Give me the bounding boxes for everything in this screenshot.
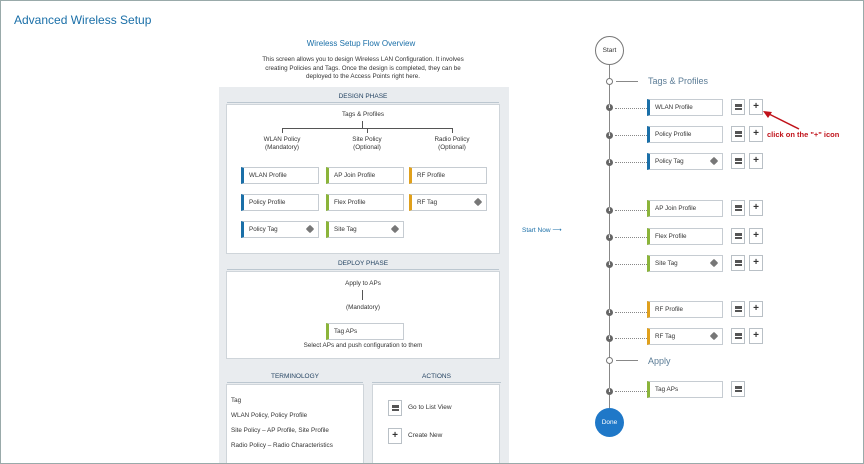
info-icon[interactable]: i xyxy=(606,234,613,241)
design-ap-join-profile: AP Join Profile xyxy=(326,167,404,184)
ap-join-profile-list-button[interactable] xyxy=(731,200,745,216)
annotation-text: click on the "+" icon xyxy=(767,130,840,139)
tag-icon xyxy=(474,198,482,206)
step-policy-profile[interactable]: Policy Profile xyxy=(647,126,723,143)
list-icon xyxy=(735,333,742,339)
policy-tag-list-button[interactable] xyxy=(731,153,745,169)
design-flex-profile: Flex Profile xyxy=(326,194,404,211)
plus-icon: + xyxy=(753,303,759,314)
design-phase-heading: DESIGN PHASE xyxy=(338,93,388,100)
plus-icon: + xyxy=(753,155,759,166)
column-radio-policy: Radio Policy (Optional) xyxy=(434,136,470,151)
flow-node xyxy=(606,78,613,85)
rf-profile-list-button[interactable] xyxy=(731,301,745,317)
terminology-item: Tag xyxy=(231,397,242,404)
terminology-item: WLAN Policy, Policy Profile xyxy=(231,412,308,419)
flow-done: Done xyxy=(595,408,624,437)
design-rf-tag: RF Tag xyxy=(409,194,487,211)
start-now-link[interactable]: Start Now ⟶ xyxy=(522,227,562,234)
info-icon[interactable]: i xyxy=(606,261,613,268)
step-site-tag[interactable]: Site Tag xyxy=(647,255,723,272)
site-tag-list-button[interactable] xyxy=(731,255,745,271)
terminology-item: Radio Policy – Radio Characteristics xyxy=(231,442,333,449)
list-icon xyxy=(735,306,742,312)
rf-tag-add-button[interactable] xyxy=(749,328,763,344)
step-flex-profile[interactable]: Flex Profile xyxy=(647,228,723,245)
terminology-item: Site Policy – AP Profile, Site Profile xyxy=(231,427,329,434)
list-icon xyxy=(735,260,742,266)
policy-tag-add-button[interactable] xyxy=(749,153,763,169)
rf-profile-add-button[interactable] xyxy=(749,301,763,317)
design-site-tag: Site Tag xyxy=(326,221,404,238)
plus-icon: + xyxy=(753,101,759,112)
info-icon[interactable]: i xyxy=(606,388,613,395)
info-icon[interactable]: i xyxy=(606,309,613,316)
apply-heading: Apply xyxy=(648,356,671,366)
arrow-right-icon: ⟶ xyxy=(552,227,562,234)
flow-node xyxy=(606,357,613,364)
flex-profile-add-button[interactable] xyxy=(749,228,763,244)
info-icon[interactable]: i xyxy=(606,132,613,139)
intro-line: creating Policies and Tags. Once the design is completed, they can be xyxy=(265,64,461,72)
site-tag-add-button[interactable] xyxy=(749,255,763,271)
deploy-mandatory-label: (Mandatory) xyxy=(346,304,380,311)
design-wlan-profile: WLAN Profile xyxy=(241,167,319,184)
step-ap-join-profile[interactable]: AP Join Profile xyxy=(647,200,723,217)
column-wlan-policy: WLAN Policy (Mandatory) xyxy=(263,136,301,151)
page-title: Advanced Wireless Setup xyxy=(14,13,152,27)
plus-icon: + xyxy=(753,257,759,268)
plus-icon: + xyxy=(753,128,759,139)
design-rf-profile: RF Profile xyxy=(409,167,487,184)
list-icon xyxy=(735,233,742,239)
create-new-action[interactable] xyxy=(388,428,498,444)
step-policy-tag[interactable]: Policy Tag xyxy=(647,153,723,170)
list-icon xyxy=(392,405,399,411)
flow-start: Start xyxy=(595,36,624,65)
list-icon xyxy=(735,158,742,164)
info-icon[interactable]: i xyxy=(606,159,613,166)
apply-to-aps-label: Apply to APs xyxy=(345,280,381,287)
list-icon xyxy=(735,131,742,137)
go-to-list-view-label: Go to List View xyxy=(408,404,452,411)
go-to-list-view-action[interactable] xyxy=(388,400,498,416)
rf-tag-list-button[interactable] xyxy=(731,328,745,344)
ap-join-profile-add-button[interactable] xyxy=(749,200,763,216)
plus-icon: + xyxy=(753,202,759,213)
actions-heading: ACTIONS xyxy=(422,373,451,380)
design-policy-tag: Policy Tag xyxy=(241,221,319,238)
tag-icon xyxy=(391,225,399,233)
intro-line: This screen allows you to design Wireless LAN Configuration. It involves xyxy=(262,56,464,63)
column-site-policy: Site Policy (Optional) xyxy=(352,136,382,151)
overview-title: Wireless Setup Flow Overview xyxy=(306,39,416,48)
plus-icon: + xyxy=(753,330,759,341)
deploy-tag-aps: Tag APs xyxy=(326,323,404,340)
deploy-description: Select APs and push configuration to them xyxy=(303,342,423,349)
list-icon xyxy=(735,386,742,392)
list-icon xyxy=(735,205,742,211)
policy-profile-list-button[interactable] xyxy=(731,126,745,142)
step-rf-tag[interactable]: RF Tag xyxy=(647,328,723,345)
design-root-label: Tags & Profiles xyxy=(342,111,384,118)
deploy-phase-heading: DEPLOY PHASE xyxy=(337,260,389,267)
terminology-list xyxy=(231,393,333,453)
flex-profile-list-button[interactable] xyxy=(731,228,745,244)
add-button[interactable] xyxy=(388,428,402,444)
intro-line: deployed to the Access Points right here. xyxy=(305,73,421,81)
step-rf-profile[interactable]: RF Profile xyxy=(647,301,723,318)
design-policy-profile: Policy Profile xyxy=(241,194,319,211)
info-icon[interactable]: i xyxy=(606,207,613,214)
list-icon xyxy=(735,104,742,110)
create-new-label: Create New xyxy=(408,432,443,439)
plus-icon: + xyxy=(392,430,398,441)
info-icon[interactable]: i xyxy=(606,104,613,111)
step-wlan-profile[interactable]: WLAN Profile xyxy=(647,99,723,116)
annotation-arrow xyxy=(761,109,801,131)
info-icon[interactable]: i xyxy=(606,335,613,342)
tags-profiles-heading: Tags & Profiles xyxy=(648,76,709,86)
overview-intro xyxy=(227,56,499,82)
plus-icon: + xyxy=(753,230,759,241)
tag-icon xyxy=(710,157,718,165)
tag-aps-list-button[interactable] xyxy=(731,381,745,397)
list-button[interactable] xyxy=(388,400,402,416)
tag-icon xyxy=(710,259,718,267)
annotation-arrow-line xyxy=(767,113,799,129)
terminology-heading: TERMINOLOGY xyxy=(270,373,320,380)
actions-section xyxy=(372,384,500,464)
wlan-profile-list-button[interactable] xyxy=(731,99,745,115)
step-tag-aps[interactable]: Tag APs xyxy=(647,381,723,398)
tag-icon xyxy=(710,332,718,340)
tag-icon xyxy=(306,225,314,233)
